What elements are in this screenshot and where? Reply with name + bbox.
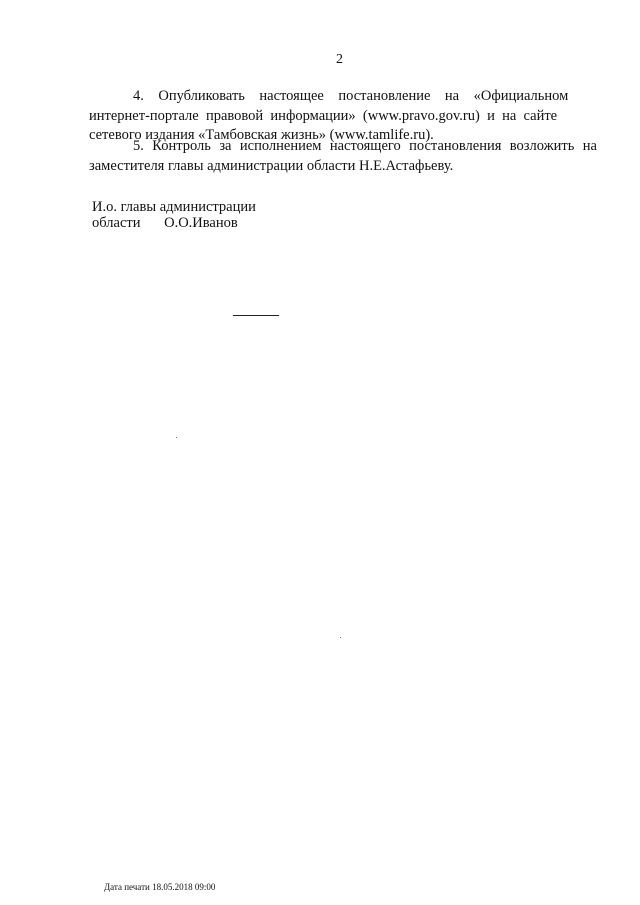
signature-block <box>92 199 256 231</box>
paragraph-4-line-2: интернет-портале правовой информации» (www.pravo.gov.ru) и на сайте <box>89 107 558 124</box>
paragraph-5 <box>89 137 597 176</box>
signature-row <box>92 215 256 231</box>
paragraph-4-line-3: сетевого издания «Тамбовская жизнь» (www.tamlife.ru). <box>89 127 434 143</box>
signature-title-line-1: И.о. главы администрации <box>92 199 256 215</box>
paragraph-5-line-2: заместителя главы администрации области Н.Е.Астафьеву. <box>89 157 454 174</box>
paragraph-4-line-1: 4. Опубликовать настоящее постановление на «Официальном <box>133 88 569 104</box>
signatory-name: О.О.Иванов <box>164 215 238 231</box>
scan-speck <box>176 437 177 438</box>
signature-title-line-2: области <box>92 215 141 231</box>
print-date: Дата печати 18.05.2018 09:00 <box>104 882 216 892</box>
separator-line <box>233 315 279 316</box>
scan-speck <box>340 637 341 638</box>
page-number: 2 <box>336 52 343 67</box>
paragraph-5-line-1: 5. Контроль за исполнением настоящего постановления возложить на <box>133 138 597 154</box>
